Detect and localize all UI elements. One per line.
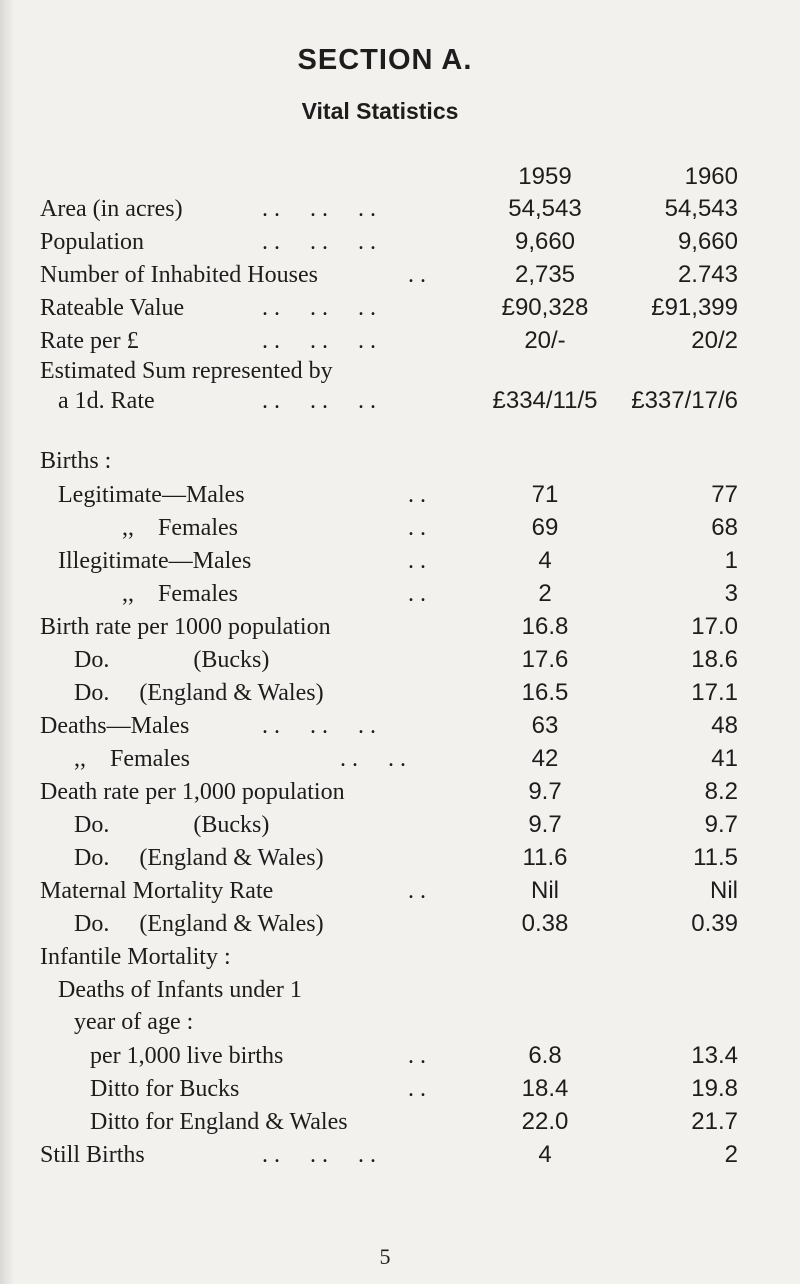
row-label: Do. (England & Wales) [74,911,324,937]
value-1960: 2 [724,1141,738,1168]
row-label: Do. (England & Wales) [74,680,324,706]
page-subtitle: Vital Statistics [301,98,459,124]
table-row [0,610,800,644]
table-row [0,907,800,941]
leader-dots: . . . . . . [262,295,376,321]
value-1960: 54,543 [664,195,738,222]
row-label: ,, Females [74,746,190,772]
row-label: Still Births [40,1142,145,1168]
value-1959: Nil [531,877,559,904]
value-1959: 63 [531,712,559,739]
value-1960: 1 [724,547,738,574]
value-1960: 11.5 [693,844,738,871]
leader-dots: . . [408,1076,426,1102]
table-row [0,511,800,545]
row-label: Ditto for England & Wales [90,1109,348,1135]
row-label: Maternal Mortality Rate [40,878,274,904]
leader-dots: . . . . . . [262,229,376,255]
value-1959: 2 [538,580,552,607]
table-row [0,577,800,611]
leader-dots: . . . . . . [262,328,376,354]
table-row [0,808,800,842]
table-row [0,192,800,226]
table-row [0,478,800,512]
value-1959: 6.8 [528,1042,562,1069]
table-row [0,544,800,578]
table-row [0,384,800,418]
year-1959-header: 1959 [518,163,572,190]
table-row [0,709,800,743]
leader-dots: . . [408,482,426,508]
row-label: Legitimate—Males [58,482,245,508]
leader-dots: . . [408,548,426,574]
value-1959: 71 [531,481,559,508]
value-1959: 2,735 [514,261,576,288]
value-1959: 18.4 [521,1075,569,1102]
leader-dots: . . [408,1043,426,1069]
row-label: a 1d. Rate [58,388,155,414]
table-row [0,973,800,1007]
value-1960: 21.7 [691,1108,738,1135]
value-1960: 19.8 [691,1075,738,1102]
value-1960: 20/2 [691,327,738,354]
table-row [0,1039,800,1073]
table-row [0,258,800,292]
value-1959: 22.0 [521,1108,569,1135]
value-1959: 4 [538,547,552,574]
leader-dots: . . . . . . [262,713,376,739]
table-row [0,841,800,875]
value-1960: 8.2 [704,778,738,805]
value-1959: 69 [531,514,559,541]
leader-dots: . . [408,581,426,607]
row-label: Infantile Mortality : [40,944,231,970]
table-row [0,1105,800,1139]
row-label: Do. (Bucks) [74,812,270,838]
table-row [0,676,800,710]
value-1959: 17.6 [521,646,569,673]
row-label: per 1,000 live births [90,1043,284,1069]
value-1959: £90,328 [501,294,589,321]
row-label: Deaths—Males [40,713,190,739]
value-1960: 17.0 [691,613,738,640]
row-label: Number of Inhabited Houses [40,262,318,288]
leader-dots: . . . . . . [262,1142,376,1168]
row-label: Do. (England & Wales) [74,845,324,871]
table-row [0,775,800,809]
leader-dots: . . [408,262,426,288]
table-row [0,874,800,908]
row-label: Estimated Sum represented by [40,358,333,384]
table-row [0,225,800,259]
value-1960: 68 [711,514,738,541]
year-header-row [0,160,800,194]
table-row [0,742,800,776]
row-label: Rateable Value [40,295,185,321]
value-1960: Nil [710,877,738,904]
leader-dots: . . . . . . [262,388,376,414]
value-1959: 9.7 [528,811,562,838]
value-1960: 2.743 [677,261,738,288]
leader-dots: . . . . [340,746,406,772]
value-1960: 3 [724,580,738,607]
row-label: Deaths of Infants under 1 [58,977,302,1003]
leader-dots: . . . . . . [262,196,376,222]
table-row [0,1072,800,1106]
row-label: Birth rate per 1000 population [40,614,331,640]
row-label: Rate per £ [40,328,139,354]
value-1959: 16.8 [521,613,569,640]
row-label: Death rate per 1,000 population [40,779,345,805]
leader-dots: . . [408,878,426,904]
row-label: Population [40,229,145,255]
value-1959: 16.5 [521,679,569,706]
value-1959: 11.6 [522,844,568,871]
row-label: Illegitimate—Males [58,548,252,574]
table-row [0,291,800,325]
row-label: year of age : [74,1009,194,1035]
table-row [0,643,800,677]
table-row [0,444,800,478]
row-label: Do. (Bucks) [74,647,270,673]
value-1959: 9.7 [528,778,562,805]
row-label: ,, Females [122,515,238,541]
table-row [0,1138,800,1172]
table-row [0,940,800,974]
value-1959: 54,543 [508,195,582,222]
value-1960: 9.7 [704,811,738,838]
year-1960-header: 1960 [684,163,738,190]
value-1960: 18.6 [691,646,738,673]
value-1959: 9,660 [514,228,576,255]
value-1959: 0.38 [521,910,569,937]
value-1960: £337/17/6 [631,387,738,414]
leader-dots: . . [408,515,426,541]
value-1959: 20/- [524,327,566,354]
row-label: Births : [40,448,112,474]
value-1960: £91,399 [651,294,738,321]
value-1960: 13.4 [691,1042,738,1069]
row-label: Area (in acres) [40,196,183,222]
value-1959: 42 [531,745,559,772]
table-row [0,324,800,358]
value-1960: 48 [711,712,738,739]
value-1960: 17.1 [691,679,738,706]
row-label: ,, Females [122,581,238,607]
value-1960: 77 [711,481,738,508]
table-row [0,1005,800,1039]
value-1959: £334/11/5 [492,387,598,414]
section-title: SECTION A. [297,44,473,76]
table-row [0,354,800,388]
row-label: Ditto for Bucks [90,1076,240,1102]
value-1960: 0.39 [691,910,738,937]
value-1960: 41 [711,745,738,772]
value-1959: 4 [538,1141,552,1168]
value-1960: 9,660 [677,228,738,255]
page-number: 5 [379,1244,391,1269]
